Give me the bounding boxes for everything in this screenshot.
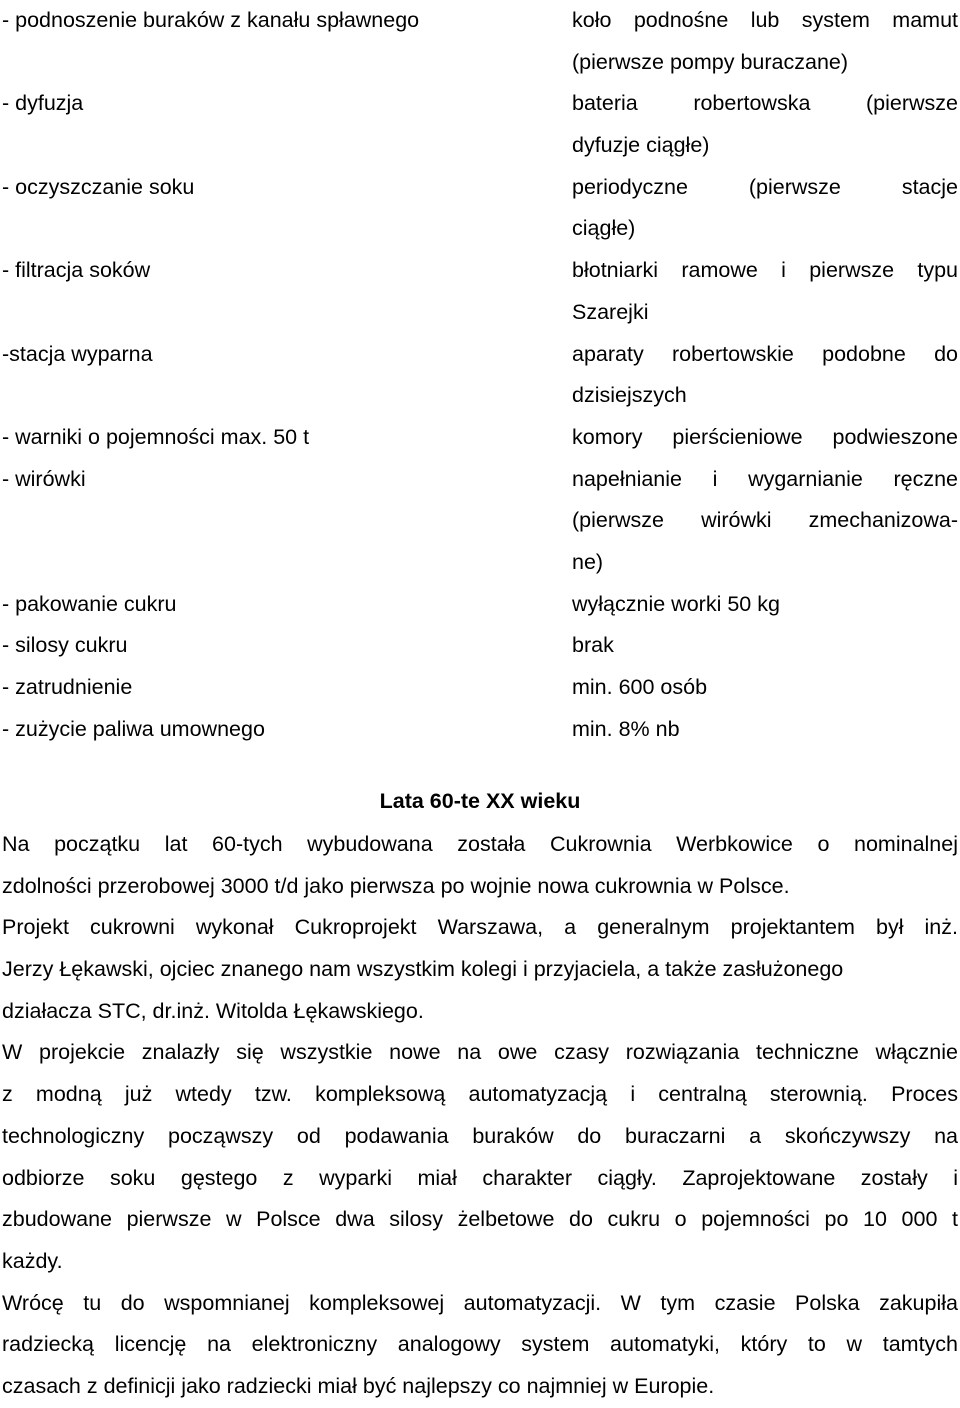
paragraph-line: czasach z definicji jako radziecki miał być najlepszy co najmniej w Europie. [2, 1373, 715, 1398]
table-row-value [572, 167, 958, 250]
table-row [2, 0, 958, 83]
table-row [2, 625, 958, 667]
table-row-value-line: dzisiejszych [572, 383, 687, 408]
paragraph-line: Jerzy Łękawski, ojciec znanego nam wszystkim kolegi i przyjaciela, a także zasłużonego [2, 957, 844, 982]
table-row-label: - podnoszenie buraków z kanału spławnego [2, 8, 420, 32]
paragraph-line: działacza STC, dr.inż. Witolda Łękawskiego. [2, 998, 424, 1023]
table-row-value [572, 417, 958, 459]
table-row [2, 250, 958, 333]
table-row-value [572, 667, 958, 709]
paragraph-line: technologiczny począwszy od podawania buraków do buraczarni a skończywszy na [2, 1123, 958, 1148]
table-row [2, 83, 958, 166]
table-row-value-line: (pierwsze pompy buraczane) [572, 49, 849, 74]
table-row-value-line: min. 8% nb [572, 716, 680, 741]
table-row-label: - pakowanie cukru [2, 591, 177, 616]
table-row-label: - silosy cukru [2, 633, 128, 658]
table-row-value-line: bateria robertowska (pierwsze [572, 91, 958, 116]
table-row-value-line: dyfuzje ciągłe) [572, 133, 710, 158]
paragraph-line: z modną już wtedy tzw. kompleksową automatyzacją i centralną sterownią. Proces [2, 1082, 958, 1107]
paragraph-line: zdolności przerobowej 3000 t/d jako pierwsza po wojnie nowa cukrownia w Polsce. [2, 873, 790, 898]
table-row-value-line: ciągłe) [572, 216, 636, 241]
table-row-label: -stacja wyparna [2, 341, 153, 366]
table-row [2, 709, 958, 751]
paragraph-line: Wrócę tu do wspomnianej kompleksowej automatyzacji. W tym czasie Polska zakupiła [2, 1290, 958, 1315]
paragraph-line: zbudowane pierwsze w Polsce dwa silosy żelbetowe do cukru o pojemności po 10 000 t [2, 1207, 958, 1232]
table-row-label: - wirówki [2, 466, 86, 491]
section-body [2, 824, 958, 1408]
table-row [2, 667, 958, 709]
table-row-value-line: błotniarki ramowe i pierwsze typu [572, 258, 958, 283]
table-row-label: - oczyszczanie soku [2, 174, 195, 199]
table-row-value [572, 625, 958, 667]
table-row-value [572, 334, 958, 417]
table-row-label: - warniki o pojemności max. 50 t [2, 424, 310, 449]
paragraph-line: radziecką licencję na elektroniczny analogowy system automatyki, który to w tamtych [2, 1332, 958, 1357]
table-row-value-line: koło podnośne lub system mamut [572, 8, 958, 32]
table-row-label: - dyfuzja [2, 91, 84, 116]
section-heading: Lata 60-te XX wieku [379, 789, 581, 813]
table-row-value [572, 709, 958, 751]
table-row-value [572, 459, 958, 584]
table-row-value-line: periodyczne (pierwsze stacje [572, 174, 958, 199]
table-row-label: - filtracja soków [2, 258, 151, 283]
table-row [2, 167, 958, 250]
table-row-label: - zatrudnienie [2, 675, 133, 700]
table-row [2, 584, 958, 626]
table-row-value-line: Szarejki [572, 299, 649, 324]
table-row-value-line: wyłącznie worki 50 kg [572, 591, 780, 616]
paragraph-line: Projekt cukrowni wykonał Cukroprojekt Warszawa, a generalnym projektantem był inż. [2, 915, 958, 940]
table-row-value [572, 584, 958, 626]
table-row-value-line: min. 600 osób [572, 675, 708, 700]
table-row-value-line: komory pierścieniowe podwieszone [572, 424, 958, 449]
table-row-value-line: aparaty robertowskie podobne do [572, 341, 958, 366]
equipment-table [2, 0, 958, 750]
table-row [2, 417, 958, 459]
paragraph-line: odbiorze soku gęstego z wyparki miał charakter ciągły. Zaprojektowane zostały i [2, 1165, 958, 1190]
table-row-label: - zużycie paliwa umownego [2, 716, 265, 741]
table-row-value-line: napełnianie i wygarnianie ręczne [572, 466, 958, 491]
table-row-value-line: (pierwsze wirówki zmechanizowa- [572, 508, 958, 533]
table-row-value-line: ne) [572, 549, 604, 574]
table-row-value [572, 83, 958, 166]
table-row-value-line: brak [572, 633, 614, 658]
table-row-value [572, 250, 958, 333]
paragraph-line: Na początku lat 60-tych wybudowana została Cukrownia Werbkowice o nominalnej [2, 832, 958, 856]
table-row [2, 459, 958, 584]
paragraph-line: każdy. [2, 1248, 63, 1273]
paragraph-line: W projekcie znalazły się wszystkie nowe na owe czasy rozwiązania techniczne włącznie [2, 1040, 958, 1065]
table-row-value [572, 0, 958, 83]
table-row [2, 334, 958, 417]
